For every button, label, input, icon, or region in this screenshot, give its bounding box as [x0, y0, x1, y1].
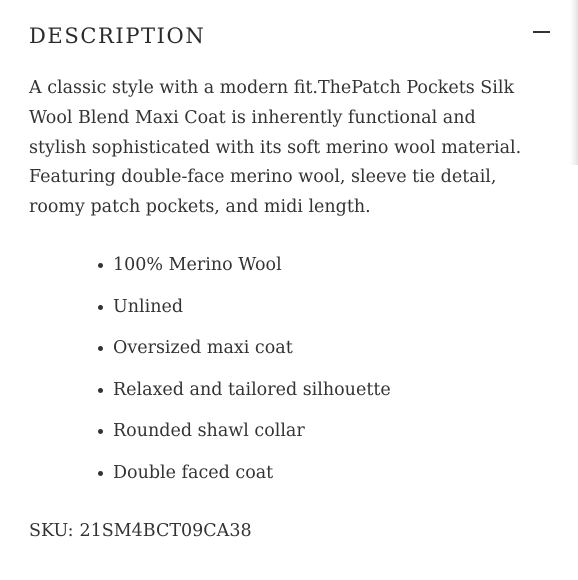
feature-item: Oversized maxi coat: [95, 334, 391, 376]
bullet-icon: [98, 388, 103, 393]
feature-item: Relaxed and tailored silhouette: [95, 376, 391, 418]
description-header[interactable]: [29, 22, 559, 52]
feature-item: Double faced coat: [95, 459, 391, 501]
sku-value: 21SM4BCT09CA38: [79, 521, 252, 541]
sku-line: [29, 517, 252, 545]
section-title: DESCRIPTION: [29, 24, 206, 48]
feature-item: Unlined: [95, 293, 391, 335]
bullet-icon: [98, 305, 103, 310]
product-description: A classic style with a modern fit.ThePatch Pockets Silk Wool Blend Maxi Coat is inherently functional and stylish sophisticated with its soft merino wool material. Featuring double-face merino wool, sleeve tie detail, roomy patch pockets, and midi length.: [29, 78, 522, 218]
minus-icon: [533, 31, 550, 33]
bullet-icon: [98, 471, 103, 476]
bullet-icon: [98, 429, 103, 434]
feature-list: [95, 251, 391, 501]
feature-item: Rounded shawl collar: [95, 417, 391, 459]
feature-item: 100% Merino Wool: [95, 251, 391, 293]
scrollbar-edge[interactable]: [570, 0, 578, 165]
sku-label: SKU:: [29, 521, 74, 541]
collapse-button[interactable]: [529, 22, 559, 44]
bullet-icon: [98, 346, 103, 351]
bullet-icon: [98, 263, 103, 268]
